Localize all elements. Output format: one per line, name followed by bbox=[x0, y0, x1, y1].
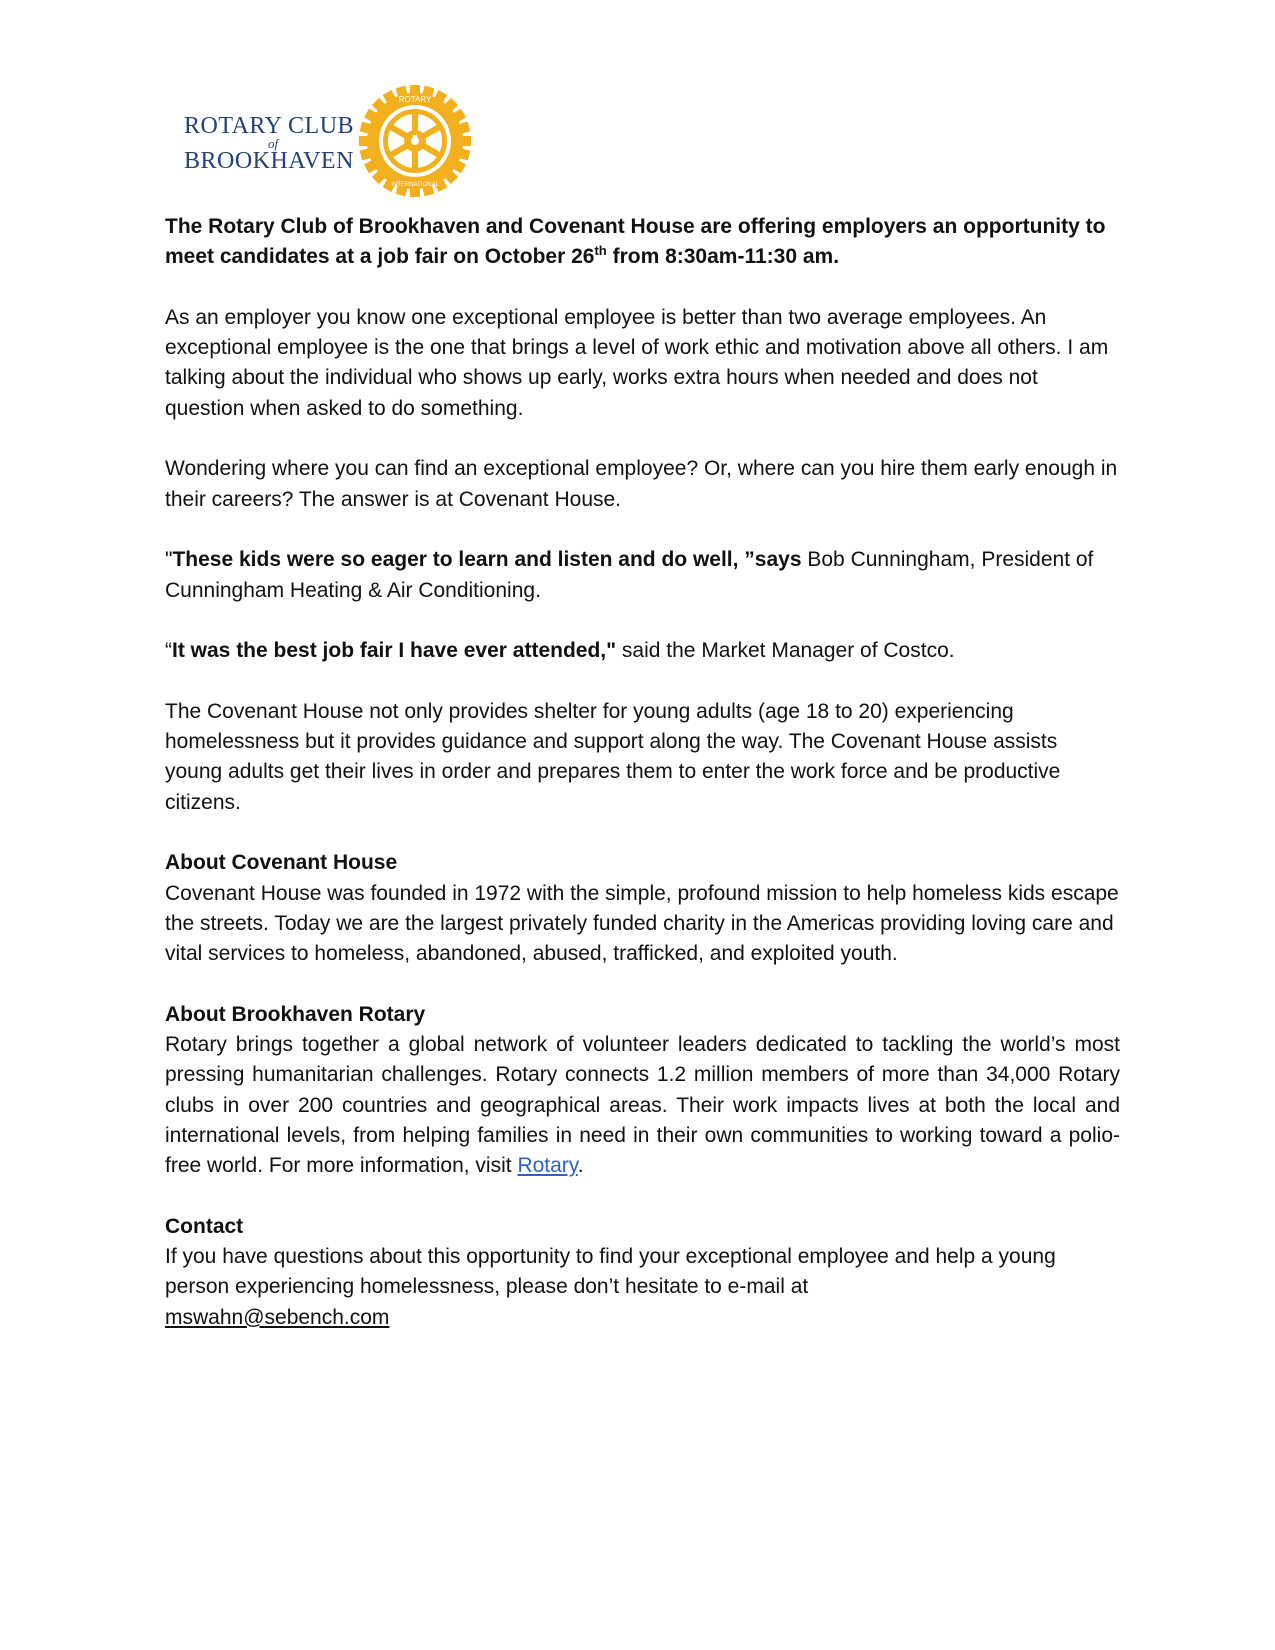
lead-paragraph bbox=[165, 212, 1120, 273]
intro-paragraph: As an employer you know one exceptional employee is better than two average employees. An exceptional employee is the one that brings a level of work ethic and motivation above all others. I am talking about the individual who shows up early, works extra hours when needed and does not question when asked to do something. bbox=[165, 305, 1109, 420]
about-covenant-section bbox=[165, 848, 1120, 969]
about-covenant-heading: About Covenant House bbox=[165, 851, 398, 875]
quote-attribution: said the Market Manager of Costco. bbox=[616, 639, 955, 663]
contact-email-link[interactable]: mswahn@sebench.com bbox=[165, 1305, 390, 1329]
contact-body: If you have questions about this opportunity to find your exceptional employee and help a young person experiencing homelessness, please don’t hesitate to e-mail at bbox=[165, 1245, 1056, 1299]
seal-top-text: ROTARY bbox=[398, 95, 432, 104]
quote-bold: It was the best job fair I have ever attended," bbox=[172, 639, 617, 663]
testimonial-costco bbox=[165, 636, 1120, 666]
quote-open: " bbox=[165, 548, 173, 572]
covenant-description: The Covenant House not only provides shelter for young adults (age 18 to 20) experiencing homelessness but it provides guidance and support along the way. The Covenant House assists young adults get their lives in order and prepares them to enter the work force and be productive citizens. bbox=[165, 699, 1061, 814]
about-covenant-body: Covenant House was founded in 1972 with the simple, profound mission to help homeless kids escape the streets. Today we are the largest privately funded charity in the Americas providing loving care and vital services to homeless, abandoned, abused, trafficked, and exploited youth. bbox=[165, 881, 1119, 966]
about-rotary-body: Rotary brings together a global network of volunteer leaders dedicated to tackling the world’s most pressing humanitarian challenges. Rotary connects 1.2 million members of more than 34,000 Rotary clubs in over 200 countries and geographical areas. Their work impacts lives at both the local and international levels, from helping families in need in their own communities to working toward a polio-free world. For more information, visit bbox=[165, 1033, 1120, 1178]
about-rotary-heading: About Brookhaven Rotary bbox=[165, 1002, 426, 1026]
logo-of: of bbox=[268, 136, 279, 151]
logo-line-1: ROTARY CLUB bbox=[184, 113, 355, 139]
contact-heading: Contact bbox=[165, 1214, 244, 1238]
logo-wordmark bbox=[184, 113, 355, 174]
logo-line-2: BROOKHAVEN bbox=[184, 148, 354, 174]
rotary-wheel-icon bbox=[358, 84, 472, 198]
rotary-club-logo bbox=[184, 84, 474, 202]
testimonial-cunningham bbox=[165, 545, 1120, 606]
seal-bottom-text: INTERNATIONAL bbox=[391, 182, 439, 188]
contact-section bbox=[165, 1212, 1120, 1333]
rotary-link[interactable]: Rotary bbox=[517, 1154, 578, 1178]
period: . bbox=[577, 1154, 584, 1178]
quote-bold: These kids were so eager to learn and listen and do well, ”says bbox=[172, 548, 802, 572]
question-paragraph: Wondering where you can find an exceptional employee? Or, where can you hire them early enough in their careers? The answer is at Covenant House. bbox=[165, 457, 1118, 511]
about-rotary-section bbox=[165, 1000, 1120, 1182]
document-body bbox=[165, 212, 1120, 1363]
lead-time: from 8:30am-11:30 am. bbox=[606, 245, 840, 269]
date-superscript: th bbox=[594, 243, 607, 259]
quote-open: “ bbox=[165, 639, 172, 663]
lead-text: The Rotary Club of Brookhaven and Covenant House are offering employers an opportunity to meet candidates at a job fair on October 26 bbox=[165, 215, 1106, 269]
quote-attribution: Bob Cunningham, President of Cunningham Heating & Air Conditioning. bbox=[165, 548, 1094, 602]
